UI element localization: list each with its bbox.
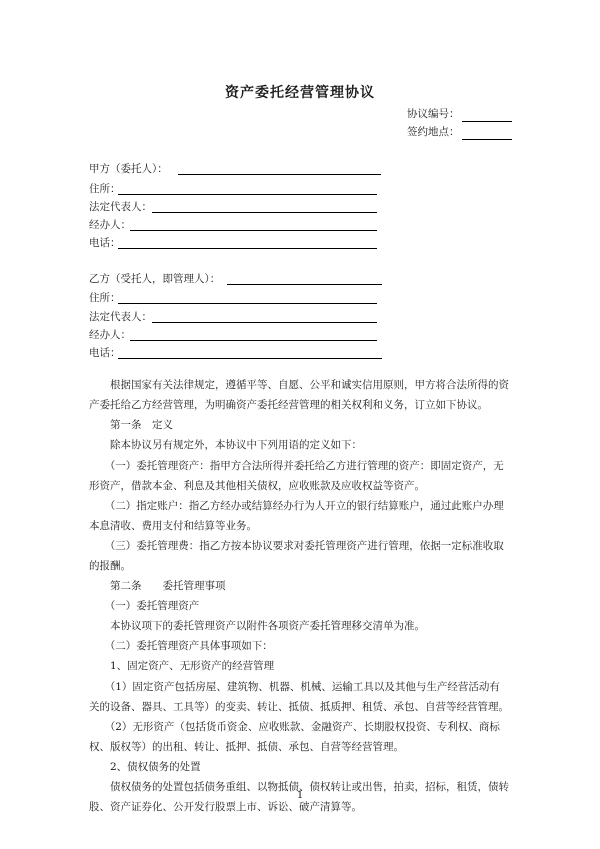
body-line: 1、固定资产、无形资产的经营管理 — [89, 660, 275, 672]
section-heading: 第二条 委托管理事项 — [89, 580, 226, 592]
agreement-body — [89, 374, 509, 813]
party-b-phone-blank — [118, 358, 382, 359]
body-line: （二）指定账户：指乙方经办或结算经办行为人开立的银行结算账户，通过此账户办理 — [89, 500, 504, 512]
party-a-address-field — [89, 181, 121, 197]
sign-place-label: 签约地点： — [407, 126, 460, 138]
body-line: 形资产，借款本金、利息及其他相关债权，应收账款及应收权益等资产。 — [89, 480, 425, 492]
agreement-number-blank — [462, 109, 512, 122]
body-line: 2、债权债务的处置 — [89, 761, 201, 773]
section-heading: 第一条 定义 — [89, 419, 173, 431]
body-line: 的报酬。 — [89, 560, 131, 572]
body-line: 除本协议另有规定外，本协议中下列用语的定义如下： — [89, 439, 362, 451]
body-line: 权、版权等）的出租、转让、抵押、抵债、承包、自营等经营管理。 — [89, 741, 404, 753]
party-a-agent-label: 经办人： — [89, 219, 131, 231]
page-number: 1 — [296, 790, 304, 801]
party-a-legal-rep-field — [89, 199, 152, 215]
document-title: 资产委托经营管理协议 — [225, 85, 375, 101]
party-b-agent-field — [89, 327, 131, 343]
party-a-legal-rep-label: 法定代表人： — [89, 201, 152, 213]
party-a-agent-field — [89, 217, 131, 233]
party-a-phone-blank — [118, 248, 377, 249]
party-b-phone-field — [89, 345, 121, 361]
party-a-name-field — [89, 161, 168, 177]
party-a-address-label: 住所： — [89, 183, 121, 195]
party-b-name-label: 乙方（受托人，即管理人）： — [89, 273, 221, 285]
body-line: 本息清收、费用支付和结算等业务。 — [89, 520, 257, 532]
party-b-phone-label: 电话： — [89, 347, 121, 359]
agreement-number-row — [407, 106, 512, 122]
body-line: （三）委托管理费：指乙方按本协议要求对委托管理资产进行管理，依据一定标准收取 — [89, 540, 504, 552]
body-line: （二）委托管理资产具体事项如下： — [89, 640, 273, 652]
party-b-name-blank — [227, 284, 382, 285]
body-line: 本协议项下的委托管理资产以附件各项资产委托管理移交清单为准。 — [89, 620, 425, 632]
party-a-name-blank — [178, 174, 381, 175]
body-line: 产委托给乙方经营管理，为明确资产委托经营管理的相关权利和义务，订立如下协议。 — [89, 399, 488, 411]
party-b-legal-rep-field — [89, 309, 152, 325]
party-b-agent-label: 经办人： — [89, 329, 131, 341]
body-line: （一）委托管理资产：指甲方合法所得并委托给乙方进行管理的资产：即固定资产，无 — [89, 460, 504, 472]
party-b-agent-blank — [130, 340, 377, 341]
party-b-address-field — [89, 290, 121, 306]
sign-place-row — [407, 124, 512, 140]
party-a-phone-label: 电话： — [89, 237, 121, 249]
party-a-legal-rep-blank — [152, 212, 377, 213]
party-a-name-label: 甲方（委托人）： — [89, 163, 168, 175]
sign-place-blank — [462, 127, 512, 140]
body-line: 关的设备、器具、工具等）的变卖、转让、抵债、抵质押、租赁、承包、自营等经营管理。 — [89, 701, 509, 713]
body-line: （1）固定资产包括房屋、建筑物、机器、机械、运输工具以及其他与生产经营活动有 — [89, 681, 500, 693]
body-line: 债权债务的处置包括债务重组、以物抵债、债权转让或出售，拍卖，招标，租赁，债转 — [89, 781, 509, 793]
party-b-legal-rep-label: 法定代表人： — [89, 311, 152, 323]
party-b-address-label: 住所： — [89, 292, 121, 304]
party-a-phone-field — [89, 235, 121, 251]
body-line: 根据国家有关法律规定，遵循平等、自愿、公平和诚实信用原则，甲方将合法所得的资 — [89, 379, 509, 391]
body-line: （2）无形资产（包括货币资金、应收账款、金融资产、长期股权投资、专利权、商标 — [89, 721, 500, 733]
party-b-address-blank — [118, 303, 377, 304]
party-a-address-blank — [118, 194, 377, 195]
body-line: （一）委托管理资产 — [89, 600, 200, 612]
party-b-name-field — [89, 271, 220, 287]
agreement-number-label: 协议编号： — [407, 108, 460, 120]
party-b-legal-rep-blank — [152, 322, 377, 323]
body-line: 股、资产证券化、公开发行股票上市、诉讼、破产清算等。 — [89, 801, 362, 813]
party-a-agent-blank — [130, 230, 377, 231]
